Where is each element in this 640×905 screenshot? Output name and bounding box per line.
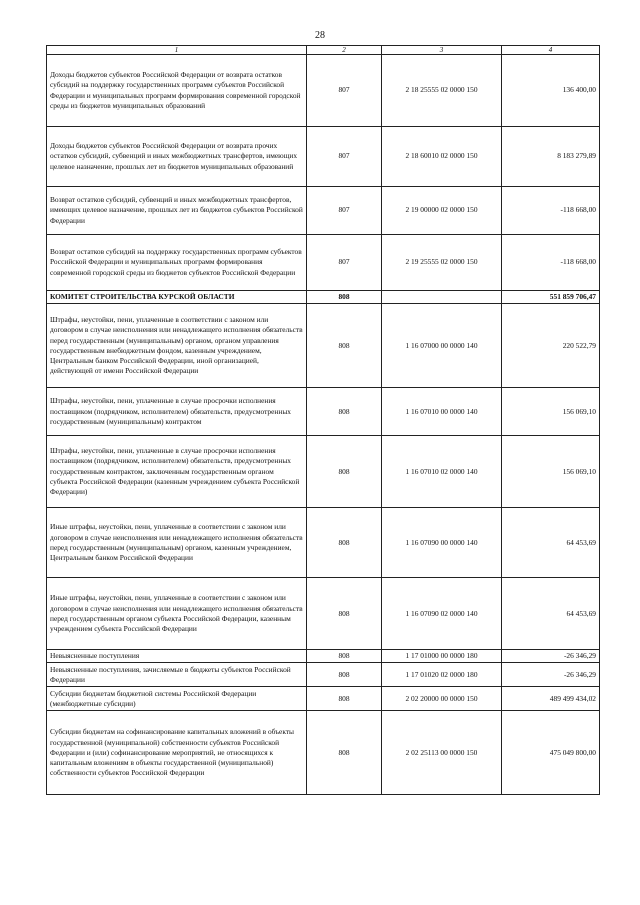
column-number: 4 — [502, 46, 600, 55]
administrator-code: 808 — [307, 291, 382, 304]
table-row — [47, 436, 600, 508]
table-row — [47, 304, 600, 388]
page-number: 28 — [315, 30, 325, 41]
budget-classification-code: 2 18 25555 02 0000 150 — [382, 55, 502, 127]
amount: 551 859 706,47 — [502, 291, 600, 304]
administrator-code: 808 — [307, 650, 382, 663]
administrator-code: 807 — [307, 55, 382, 127]
table-row — [47, 663, 600, 687]
revenue-name: Невыясненные поступления, зачисляемые в бюджеты субъектов Российской Федерации — [47, 663, 307, 687]
amount: 156 069,10 — [502, 436, 600, 508]
budget-classification-code: 1 16 07090 00 0000 140 — [382, 508, 502, 578]
administrator-code: 808 — [307, 436, 382, 508]
table-row — [47, 187, 600, 235]
revenue-name: Иные штрафы, неустойки, пени, уплаченные в соответствии с законом или договором в случае неисполнения или ненадлежащего исполнения обязательств перед государственным (муниципальным) органом, казенным учреждением, Центральным банком Российской Федерации — [47, 508, 307, 578]
table-row — [47, 55, 600, 127]
amount: -118 668,00 — [502, 187, 600, 235]
revenue-name: Доходы бюджетов субъектов Российской Федерации от возврата прочих остатков субсидий, субвенций и иных межбюджетных трансфертов, имеющих целевое назначение, прошлых лет из бюджетов муниципальных образований — [47, 127, 307, 187]
budget-classification-code: 2 18 60010 02 0000 150 — [382, 127, 502, 187]
revenue-name: Штрафы, неустойки, пени, уплаченные в соответствии с законом или договором в случае неисполнения или ненадлежащего исполнения обязательств перед государственным (муниципальным) органом, органом управления государственным внебюджетным фондом, казенным учреждением, Центральным банком Российской Федерации, иной организацией, действующей от имени Российской Федерации — [47, 304, 307, 388]
column-number-row — [47, 46, 600, 55]
table-row — [47, 578, 600, 650]
revenue-name: Возврат остатков субсидий, субвенций и иных межбюджетных трансфертов, имеющих целевое назначение, прошлых лет из бюджетов субъектов Российской Федерации — [47, 187, 307, 235]
administrator-code: 808 — [307, 687, 382, 711]
table-row — [47, 508, 600, 578]
table-row-section-header — [47, 291, 600, 304]
budget-classification-code: 1 16 07090 02 0000 140 — [382, 578, 502, 650]
amount: 156 069,10 — [502, 388, 600, 436]
revenue-name: Доходы бюджетов субъектов Российской Федерации от возврата остатков субсидий на поддержку государственных программ субъектов Российской Федерации и муниципальных программ формирования современной городской среды из бюджетов муниципальных образований — [47, 55, 307, 127]
revenue-name: Штрафы, неустойки, пени, уплаченные в случае просрочки исполнения поставщиком (подрядчиком, исполнителем) обязательств, предусмотренных государственным (муниципальным) контрактом — [47, 388, 307, 436]
revenue-name: Возврат остатков субсидий на поддержку государственных программ субъектов Российской Федерации и муниципальных программ формирования современной городской среды из бюджетов субъектов Российской Федерации — [47, 235, 307, 291]
table-row — [47, 650, 600, 663]
column-number: 2 — [307, 46, 382, 55]
amount: 136 400,00 — [502, 55, 600, 127]
administrator-code: 808 — [307, 711, 382, 795]
table-row — [47, 711, 600, 795]
budget-classification-code: 2 19 00000 02 0000 150 — [382, 187, 502, 235]
amount: -26 346,29 — [502, 663, 600, 687]
administrator-code: 808 — [307, 508, 382, 578]
administrator-code: 807 — [307, 187, 382, 235]
column-number: 3 — [382, 46, 502, 55]
amount: -26 346,29 — [502, 650, 600, 663]
budget-classification-code — [382, 291, 502, 304]
table-row — [47, 388, 600, 436]
amount: 64 453,69 — [502, 578, 600, 650]
table-row — [47, 127, 600, 187]
budget-classification-code: 1 16 07010 00 0000 140 — [382, 388, 502, 436]
revenue-name: КОМИТЕТ СТРОИТЕЛЬСТВА КУРСКОЙ ОБЛАСТИ — [47, 291, 307, 304]
budget-classification-code: 2 02 20000 00 0000 150 — [382, 687, 502, 711]
amount: 220 522,79 — [502, 304, 600, 388]
budget-classification-code: 2 19 25555 02 0000 150 — [382, 235, 502, 291]
revenue-name: Невыясненные поступления — [47, 650, 307, 663]
amount: 475 049 800,00 — [502, 711, 600, 795]
administrator-code: 807 — [307, 127, 382, 187]
administrator-code: 807 — [307, 235, 382, 291]
budget-revenue-table — [46, 45, 600, 795]
amount: 8 183 279,89 — [502, 127, 600, 187]
budget-classification-code: 1 17 01020 02 0000 180 — [382, 663, 502, 687]
budget-classification-code: 1 17 01000 00 0000 180 — [382, 650, 502, 663]
budget-classification-code: 2 02 25113 00 0000 150 — [382, 711, 502, 795]
budget-classification-code: 1 16 07010 02 0000 140 — [382, 436, 502, 508]
administrator-code: 808 — [307, 663, 382, 687]
administrator-code: 808 — [307, 304, 382, 388]
revenue-name: Субсидии бюджетам на софинансирование капитальных вложений в объекты государственной (муниципальной) собственности субъектов Российской Федерации и (или) софинансирование мероприятий, не относящихся к капитальным вложениям в объекты государственной (муниципальной) собственности субъектов Российской Федерации — [47, 711, 307, 795]
administrator-code: 808 — [307, 388, 382, 436]
revenue-name: Субсидии бюджетам бюджетной системы Российской Федерации (межбюджетные субсидии) — [47, 687, 307, 711]
amount: 64 453,69 — [502, 508, 600, 578]
table-row — [47, 235, 600, 291]
column-number: 1 — [47, 46, 307, 55]
budget-classification-code: 1 16 07000 00 0000 140 — [382, 304, 502, 388]
administrator-code: 808 — [307, 578, 382, 650]
table-row — [47, 687, 600, 711]
revenue-name: Штрафы, неустойки, пени, уплаченные в случае просрочки исполнения поставщиком (подрядчиком, исполнителем) обязательств, предусмотренных государственным контрактом, заключенным государственным органом субъекта Российской Федерации (казенным учреждением субъекта Российской Федерации) — [47, 436, 307, 508]
revenue-name: Иные штрафы, неустойки, пени, уплаченные в соответствии с законом или договором в случае неисполнения или ненадлежащего исполнения обязательств перед государственным органом субъекта Российской Федерации, казенным учреждением субъекта Российской Федерации — [47, 578, 307, 650]
amount: -118 668,00 — [502, 235, 600, 291]
amount: 489 499 434,02 — [502, 687, 600, 711]
